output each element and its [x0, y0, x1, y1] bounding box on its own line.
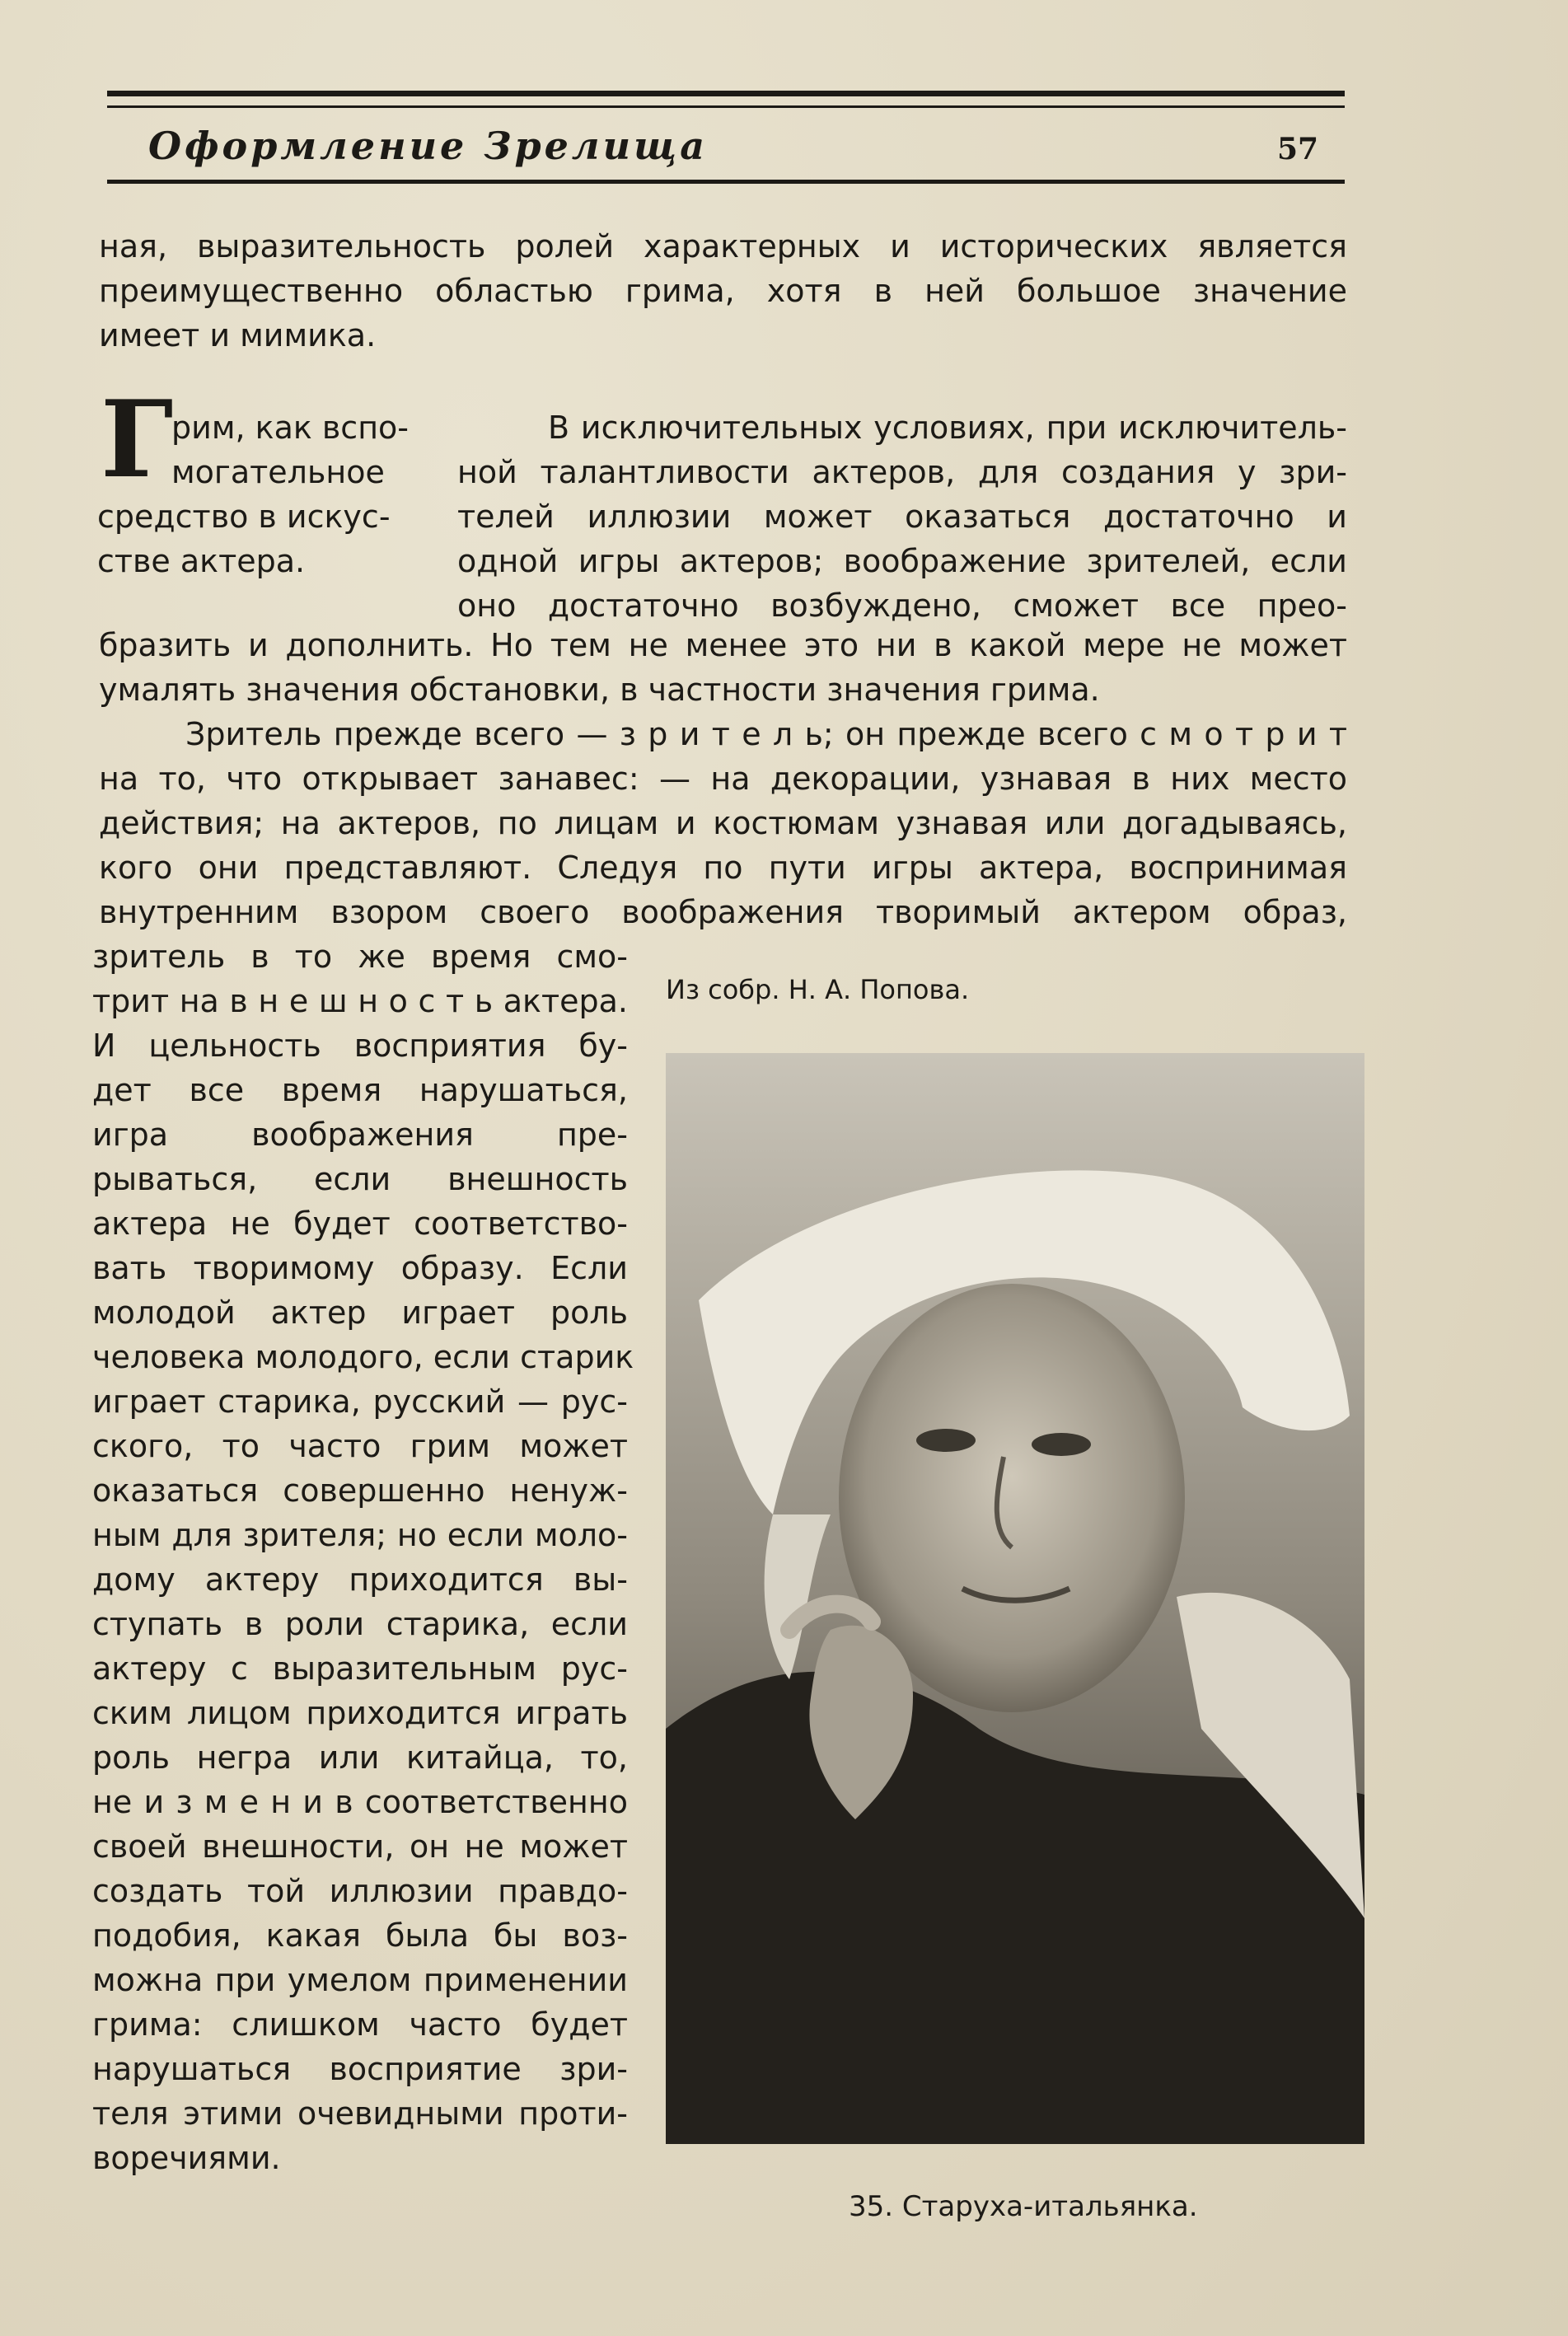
sidenote-line: рим, как вспо- [171, 410, 410, 446]
column-line: ского, то часто грим может [92, 1428, 628, 1464]
column-line: грима: слишком часто будет [92, 2006, 628, 2043]
column-line: игра воображения пре- [92, 1117, 628, 1153]
column-line: молодой актер играет роль [92, 1294, 628, 1331]
column-line: ступать в роли старика, если [92, 1606, 628, 1642]
page-number: 57 [1277, 132, 1319, 166]
column-line: воречиями. [92, 2140, 281, 2176]
column-line: можна при умелом применении [92, 1962, 628, 1998]
column-line: теля этими очевидными проти- [92, 2095, 628, 2132]
drop-cap: Г [101, 378, 174, 502]
header-rule-thin [107, 105, 1345, 108]
text-line: Зритель прежде всего — з р и т е л ь; он прежде всего с м о т р и т [185, 716, 1347, 752]
header-rule-bottom [107, 180, 1345, 184]
text-line: умалять значения обстановки, в частности значения грима. [99, 672, 1100, 708]
column-line: ским лицом приходится играть [92, 1695, 628, 1731]
column-line: не и з м е н и в соответственно [92, 1784, 628, 1820]
column-line: актеру с выразительным рус- [92, 1650, 628, 1687]
text-line: ная, выразительность ролей характерных и исторических является [99, 228, 1347, 264]
text-line: кого они представляют. Следуя по пути игры актера, воспринимая [99, 850, 1347, 886]
text-line: внутренним взором своего воображения творимый актером образ, [99, 894, 1347, 930]
portrait-photo [666, 1053, 1364, 2144]
column-line: человека молодого, если старик [92, 1339, 634, 1375]
running-head: Оформление Зрелища [148, 124, 709, 168]
column-line: роль негра или китайца, то, [92, 1739, 628, 1776]
column-line: вать творимому образу. Если [92, 1250, 628, 1286]
header-rule-top [107, 91, 1345, 96]
column-line: дет все время нарушаться, [92, 1072, 628, 1108]
text-line: одной игры актеров; воображение зрителей, если [457, 543, 1347, 579]
column-line: своей внешности, он не может [92, 1828, 628, 1865]
text-line: телей иллюзии может оказаться достаточно и [457, 499, 1347, 535]
column-line: нарушаться восприятие зри- [92, 2051, 628, 2087]
figure-caption: 35. Старуха-итальянка. [849, 2190, 1198, 2223]
column-line: играет старика, русский — рус- [92, 1383, 628, 1420]
sidenote-line: могательное [171, 454, 385, 490]
text-line: В исключительных условиях, при исключитель- [548, 410, 1347, 446]
column-line: И цельность восприятия бу- [92, 1028, 628, 1064]
sidenote-line: стве актера. [97, 543, 306, 579]
column-line: трит на в н е ш н о с т ь актера. [92, 983, 628, 1019]
column-line: подобия, какая была бы воз- [92, 1917, 628, 1954]
column-line: ным для зрителя; но если моло- [92, 1517, 628, 1553]
text-line: бразить и дополнить. Но тем не менее это ни в какой мере не может [99, 627, 1347, 663]
text-line: преимущественно областью грима, хотя в ней большое значение [99, 273, 1347, 309]
column-line: создать той иллюзии правдо- [92, 1873, 628, 1909]
photo-credit: Из собр. Н. А. Попова. [666, 974, 970, 1005]
text-line: действия; на актеров, по лицам и костюмам узнавая или догадываясь, [99, 805, 1347, 841]
column-line: актера не будет соответство- [92, 1205, 628, 1242]
text-line: имеет и мимика. [99, 317, 377, 353]
column-line: дому актеру приходится вы- [92, 1561, 628, 1598]
sidenote-line: средство в искус- [97, 499, 391, 535]
text-line: ной талантливости актеров, для создания у зри- [457, 454, 1347, 490]
text-line: оно достаточно возбуждено, сможет все прео- [457, 588, 1347, 624]
column-line: рываться, если внешность [92, 1161, 628, 1197]
column-line: зритель в то же время смо- [92, 939, 628, 975]
column-line: оказаться совершенно ненуж- [92, 1472, 628, 1509]
text-line: на то, что открывает занавес: — на декорации, узнавая в них место [99, 761, 1347, 797]
